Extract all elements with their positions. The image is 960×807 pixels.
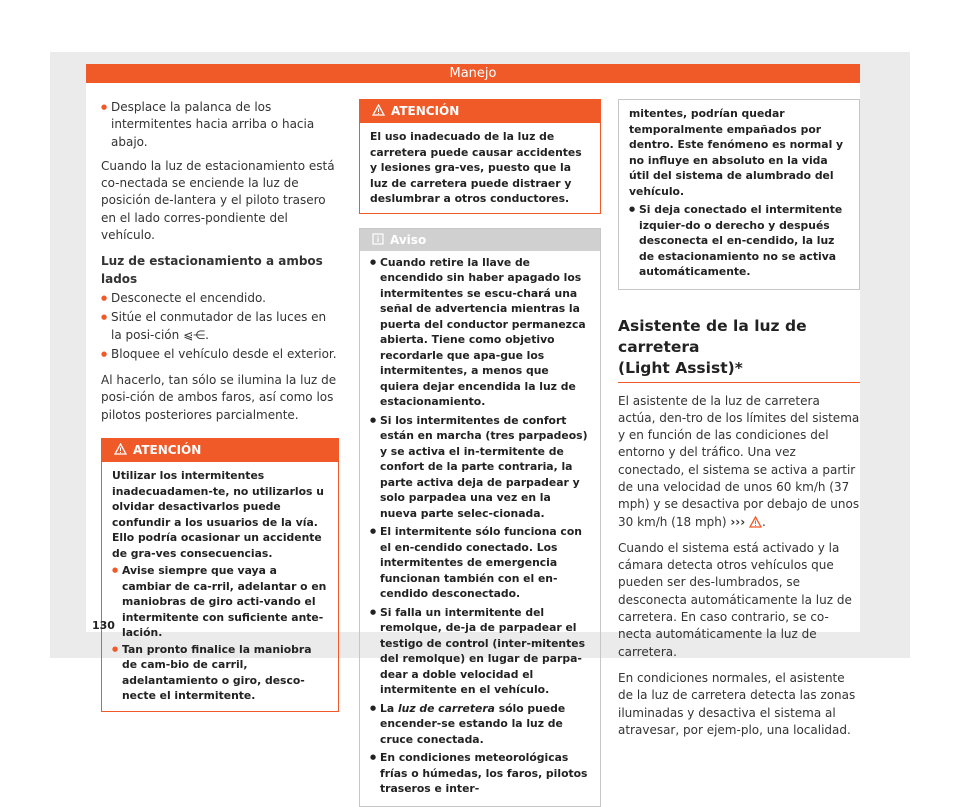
warning-item: ● Tan pronto finalice la maniobra de cam-bio de carril, adelantamiento o giro, desco-necte el intermitente. [112, 642, 328, 704]
warning-header: ATENCIÓN [102, 439, 338, 462]
section-title: Asistente de la luz de carretera (Light Assist)* [618, 316, 860, 383]
paragraph: En condiciones normales, el asistente de la luz de carretera detecta las zonas iluminadas y desactiva el sistema al atravesar, por ejem-plo, una localidad. [618, 670, 856, 737]
subheading: Luz de estacionamiento a ambos lados [101, 254, 323, 286]
note-item: ● La luz de carretera sólo puede encender-se estando la luz de cruce conectada. [370, 701, 590, 748]
bullet-item: ● Desplace la palanca de los intermitentes hacia arriba o hacia abajo. [101, 99, 339, 151]
warning-item: ● Avise siempre que vaya a cambiar de ca-rril, adelantar o en maniobras de giro acti-vando el intermitente con suficiente ante-lación. [112, 563, 328, 641]
note-header: Aviso [360, 229, 600, 251]
column-right [618, 99, 860, 748]
emphasis-text: luz de carretera [397, 701, 495, 715]
paragraph: Al hacerlo, tan sólo se ilumina la luz de posi-ción de ambos faros, así como los pilotos posteriores parcialmente. [101, 373, 337, 422]
warning-triangle-icon [372, 104, 385, 116]
note-box-continued [618, 99, 860, 290]
page-header-title: Manejo [449, 66, 497, 81]
paragraph: Cuando la luz de estacionamiento está co-nectada se enciende la luz de posición de-lantera y el piloto trasero en el lado corres-pondiente del vehículo. [101, 158, 335, 243]
warning-box [101, 438, 339, 712]
paragraph: El asistente de la luz de carretera actúa, den-tro de los límites del sistema y en función de las condiciones del entorno y del tráfico. Una vez conectado, el sistema se activa a partir de una velocidad de unos 60 km/h (37 mph) y se desactiva por debajo de unos 30 km/h (18 mph) ››› . [618, 393, 860, 529]
column-middle [359, 99, 601, 807]
warning-box [359, 99, 601, 214]
note-item: ● Si falla un intermitente del remolque, de-ja de parpadear el testigo de control (inter-mitentes del remolque) en lugar de parpa-dear a doble velocidad el intermitente en el vehículo. [370, 605, 590, 698]
note-item: ● Si los intermitentes de confort están en marcha (tres parpadeos) y se activa el in-termitente de confort de la parte contraria, la parte activa deja de parpadear y solo parpadea una vez en la nueva parte selec-cionada. [370, 413, 590, 522]
note-item: ● Si deja conectado el intermitente izquier-do o derecho y después desconecta el en-cendido, la luz de estacionamiento no se activa automáticamente. [629, 202, 849, 280]
warning-triangle-icon [114, 443, 127, 455]
note-item: ● El intermitente sólo funciona con el en-cendido conectado. Los intermitentes de emergencia funcionan también con el en-cendido desconectado. [370, 524, 590, 602]
cross-reference[interactable]: ››› [730, 514, 746, 529]
bullet-item: ● Sitúe el conmutador de las luces en la posi-ción ⩿⋲. [101, 309, 339, 344]
warning-header: ATENCIÓN [360, 100, 600, 123]
note-continued-text: mitentes, podrían quedar temporalmente empañados por dentro. Este fenómeno es normal y no influye en absoluto en la vida útil del sistema de alumbrado del vehículo. [629, 107, 844, 198]
note-box [359, 228, 601, 807]
paragraph: Cuando el sistema está activado y la cámara detecta otros vehículos que pueden ser des-lumbrados, se desconecta automáticamente la luz de carretera. En caso contrario, se co-necta automáticamente la luz de carretera. [618, 540, 852, 659]
info-icon [372, 233, 384, 245]
column-left [101, 99, 339, 712]
warning-body [102, 462, 338, 711]
bullet-item: ● Desconecte el encendido. [101, 290, 339, 307]
bullet-item: ● Bloquee el vehículo desde el exterior. [101, 346, 339, 363]
note-body [360, 251, 600, 806]
warning-intro: Utilizar los intermitentes inadecuadamen-te, no utilizarlos u olvidar desactivarlos puede confundir a los usuarios de la vía. Ello podría ocasionar un accidente de gra-ves consecuencias. [112, 469, 324, 560]
note-body [619, 100, 859, 289]
note-item: ● Cuando retire la llave de encendido sin haber apagado los intermitentes se escu-chará una señal de advertencia mientras la puerta del conductor permanezca abierta. Tiene como objetivo recordarle que apa-gue los intermitentes, a menos que quiera dejar encendida la luz de estacionamiento. [370, 255, 590, 410]
page-number: 130 [92, 619, 115, 632]
warning-body: El uso inadecuado de la luz de carretera puede causar accidentes y lesiones gra-ves, puesto que la luz de carretera puede distraer y deslumbrar a otros conductores. [370, 130, 582, 205]
warning-triangle-icon [749, 516, 762, 528]
note-item: ● En condiciones meteorológicas frías o húmedas, los faros, pilotos traseros e inter- [370, 750, 590, 797]
